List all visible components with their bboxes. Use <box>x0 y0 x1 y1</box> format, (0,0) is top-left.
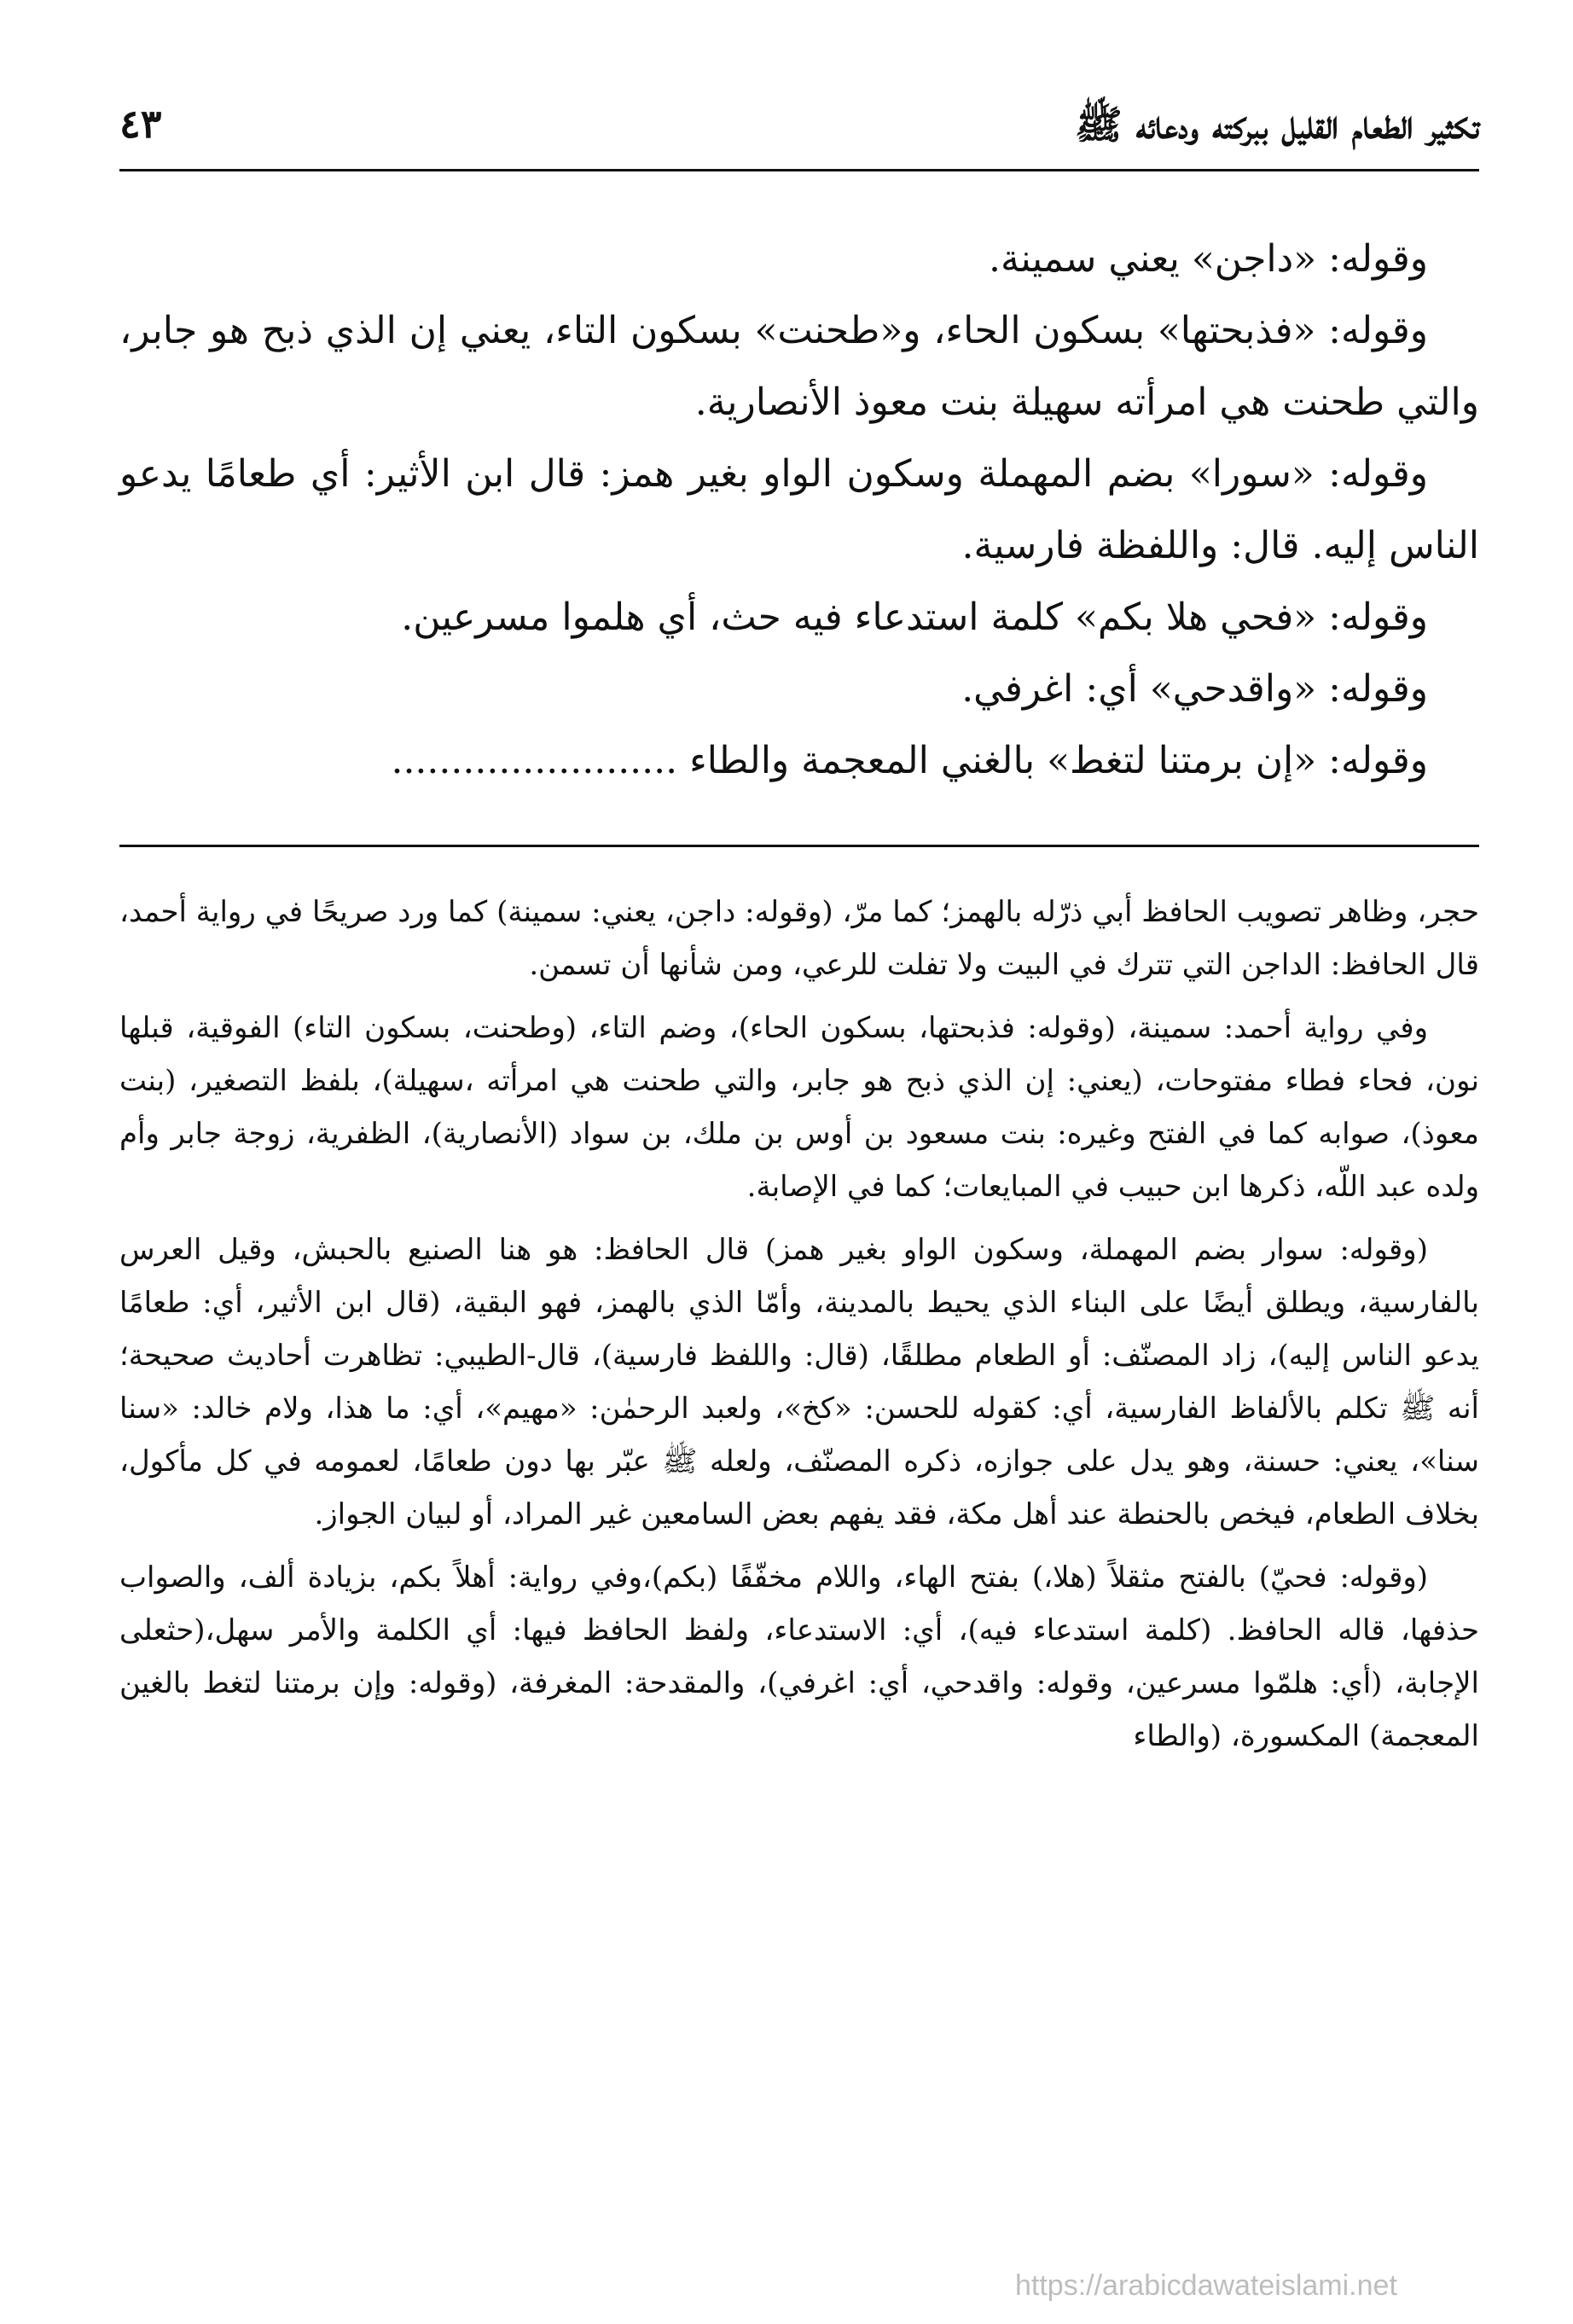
commentary-paragraph: (وقوله: سوار بضم المهملة، وسكون الواو بغير همز) قال الحافظ: هو هنا الصنيع بالحبش، وقيل العرس بالفارسية، ويطلق أيضًا على البناء الذي يحيط بالمدينة، وأمّا الذي بالهمز، فهو البقية، (قال ابن الأثير، أي: طعامًا يدعو الناس إليه)، زاد المصنّف: أو الطعام مطلقًا، (قال: واللفظ فارسية)، قال-الطيبي: تظاهرت أحاديث صحيحة؛ أنه ﷺ تكلم بالألفاظ الفارسية، أي: كقوله للحسن: «كخ»، ولعبد الرحمٰن: «مهيم»، أي: ما هذا، ولام خالد: «سنا سنا»، يعني: حسنة، وهو يدل على جوازه، ذكره المصنّف، ولعله ﷺ عبّر بها دون طعامًا، لعمومه في كل مأكول، بخلاف الطعام، فيخص بالحنطة عند أهل مكة، فقد يفهم بعض السامعين غير المراد، أو لبيان الجواز. <box>119 1233 1479 1531</box>
watermark-url: https://arabicdawateislami.net <box>1015 2269 1397 2302</box>
commentary-paragraph: وفي رواية أحمد: سمينة، (وقوله: فذبحتها، بسكون الحاء)، وضم التاء، (وطحنت، بسكون التاء) الفوقية، قبلها نون، فحاء فطاء مفتوحات، (يعني: إن الذي ذبح هو جابر، والتي طحنت هي امرأته ،سهيلة)، بلفظ التصغير، (بنت معوذ)، صوابه كما في الفتح وغيره: بنت مسعود بن أوس بن ملك، بن سواد (الأنصارية)، الظفرية، زوجة جابر وأم ولده عبد اللّه، ذكرها ابن حبيب في المبايعات؛ كما في الإصابة. <box>119 1011 1479 1204</box>
page-number: ٤٣ <box>119 101 162 147</box>
matn-line: وقوله: «إن برمتنا لتغط» بالغني المعجمة والطاء ........................ <box>391 739 1428 782</box>
running-title: تكثير الطعام القليل ببركته ودعائه ﷺ <box>1075 102 1479 148</box>
commentary-paragraph: حجر، وظاهر تصويب الحافظ أبي ذرّله بالهمز؛ كما مرّ، (وقوله: داجن، يعني: سمينة) كما ورد صريحًا في رواية أحمد، قال الحافظ: الداجن التي تترك في البيت ولا تفلت للرعي، ومن شأنها أن تسمن. <box>119 895 1479 982</box>
matn-line: وقوله: «فذبحتها» بسكون الحاء، و«طحنت» بسكون التاء، يعني إن الذي ذبح هو جابر، والتي طحنت هي امرأته سهيلة بنت معوذ الأنصارية. <box>119 309 1479 424</box>
matn-line: وقوله: «سورا» بضم المهملة وسكون الواو بغير همز: قال ابن الأثير: أي طعامًا يدعو الناس إليه. قال: واللفظة فارسية. <box>119 452 1479 567</box>
matn-line: وقوله: «داجن» يعني سمينة. <box>988 237 1428 281</box>
matn-line: وقوله: «فحي هلا بكم» كلمة استدعاء فيه حث، أي هلموا مسرعين. <box>401 596 1428 639</box>
commentary-text <box>119 886 1479 1773</box>
matn-line: وقوله: «واقدحي» أي: اغرفي. <box>961 667 1428 711</box>
section-divider <box>119 845 1479 847</box>
commentary-paragraph: (وقوله: فحيّ) بالفتح مثقلاً (هلا،) بفتح الهاء، واللام مخفّفًا (بكم)،وفي رواية: أهلاً بكم، بزيادة ألف، والصواب حذفها، قاله الحافظ. (كلمة استدعاء فيه)، أي: الاستدعاء، ولفظ الحافظ فيها: أي الكلمة والأمر سهل،(حثعلى الإجابة، (أي: هلمّوا مسرعين، وقوله: واقدحي، أي: اغرفي)، والمقدحة: المغرفة، (وقوله: وإن برمتنا لتغط بالغين المعجمة) المكسورة، (والطاء <box>119 1560 1479 1753</box>
page-header <box>119 92 1479 171</box>
main-text <box>119 224 1479 797</box>
